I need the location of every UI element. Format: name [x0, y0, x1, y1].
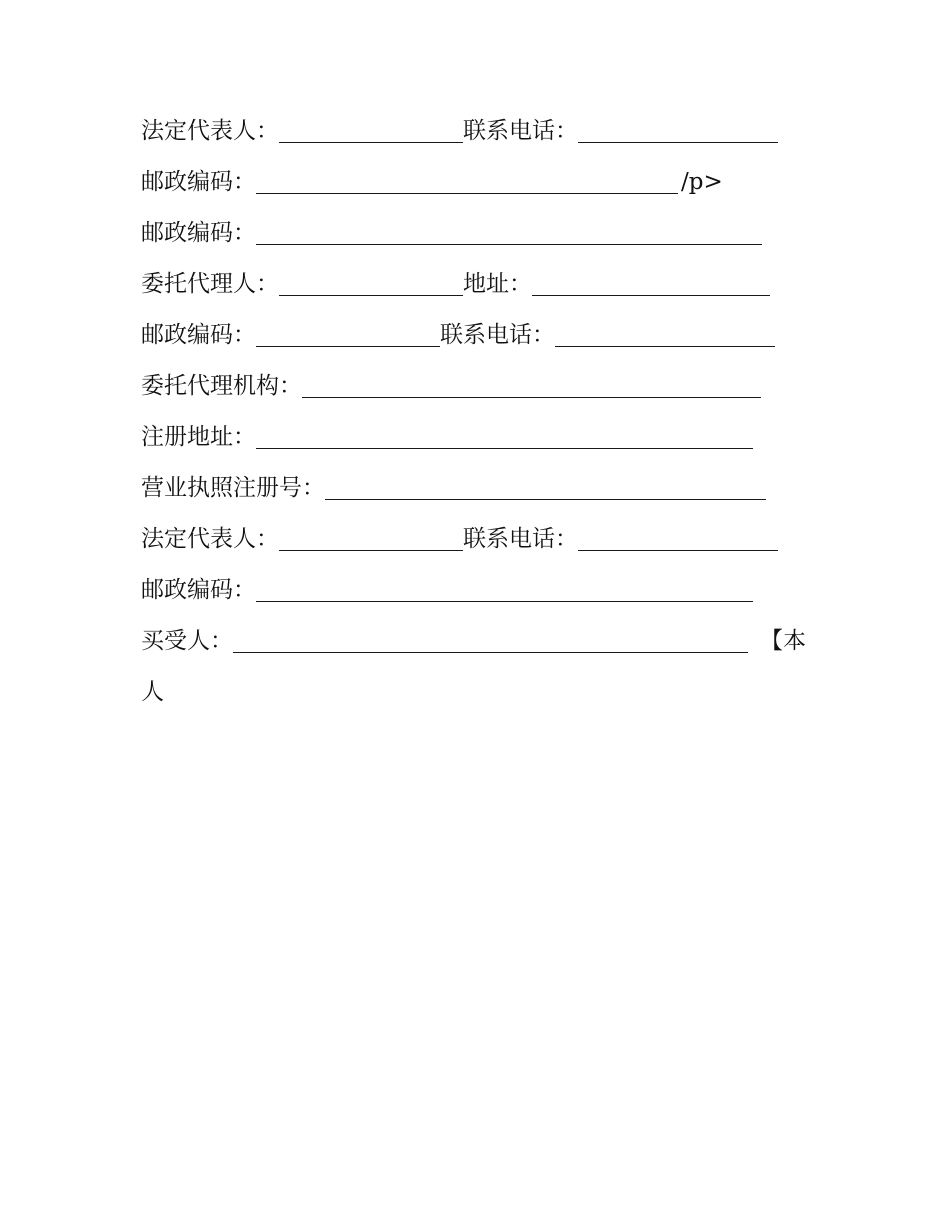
postal-code-label: 邮政编码： [141, 169, 256, 195]
agency-line [141, 361, 831, 412]
agent-label: 委托代理人： [141, 271, 279, 297]
agent-blank[interactable] [279, 267, 463, 296]
legal-rep-blank[interactable] [279, 114, 463, 143]
buyer-label: 买受人： [141, 628, 233, 654]
registered-address-label: 注册地址： [141, 424, 256, 450]
legal-rep-line [141, 106, 831, 157]
registered-address-line [141, 412, 831, 463]
postal-code-line [141, 208, 831, 259]
registered-address-blank[interactable] [256, 420, 753, 449]
legal-rep-label: 法定代表人： [141, 526, 279, 552]
agent-line [141, 259, 831, 310]
postal-code-label: 邮政编码： [141, 577, 256, 603]
address-blank[interactable] [532, 267, 770, 296]
phone-label: 联系电话： [440, 322, 555, 348]
wrapped-text-line [141, 667, 831, 718]
address-label: 地址： [463, 271, 532, 297]
postal-code-label: 邮政编码： [141, 220, 256, 246]
legal-rep-label: 法定代表人： [141, 118, 279, 144]
postal-code-line [141, 565, 831, 616]
postal-code-blank[interactable] [256, 165, 678, 194]
agency-label: 委托代理机构： [141, 373, 302, 399]
legal-rep-line [141, 514, 831, 565]
postal-code-blank[interactable] [256, 216, 762, 245]
buyer-line [141, 616, 831, 667]
postal-code-blank[interactable] [256, 318, 440, 347]
legal-rep-blank[interactable] [279, 522, 463, 551]
phone-label: 联系电话： [463, 526, 578, 552]
postal-code-blank[interactable] [256, 573, 753, 602]
wrapped-text: 人 [141, 679, 164, 705]
phone-label: 联系电话： [463, 118, 578, 144]
bracket-text: 【本 [760, 628, 806, 654]
agency-blank[interactable] [302, 369, 761, 398]
postal-code-label: 邮政编码： [141, 322, 256, 348]
phone-blank[interactable] [578, 522, 778, 551]
license-number-line [141, 463, 831, 514]
buyer-blank[interactable] [233, 624, 748, 653]
license-number-label: 营业执照注册号： [141, 475, 325, 501]
postal-phone-line [141, 310, 831, 361]
phone-blank[interactable] [578, 114, 778, 143]
document-body [141, 106, 831, 718]
license-number-blank[interactable] [325, 471, 766, 500]
phone-blank[interactable] [555, 318, 775, 347]
stray-markup-text: /p> [681, 169, 723, 195]
postal-code-line [141, 157, 831, 208]
